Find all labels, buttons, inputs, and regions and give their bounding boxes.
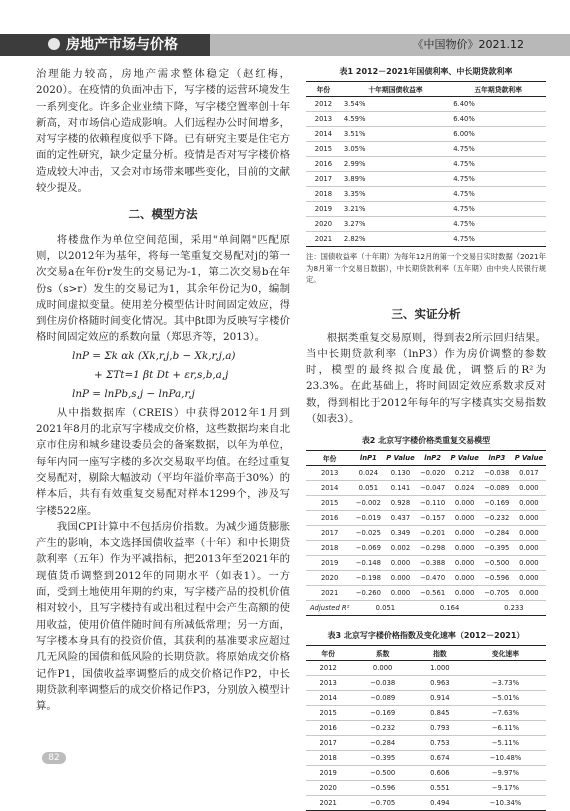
right-column (306, 66, 546, 811)
table-cell: −0.038 (482, 466, 512, 481)
table-cell: −9.17% (465, 781, 546, 796)
table-cell: −7.63% (465, 706, 546, 721)
table-cell: −0.232 (350, 721, 415, 736)
t3-header-cell: 指数 (415, 646, 465, 661)
table-cell: 2018 (306, 187, 341, 202)
table-cell: 0.000 (512, 526, 546, 541)
paragraph-method: 将楼盘作为单位空间范围，采用"单间隔"匹配原则，以2012年为基年，将每一笔重复交易配对j的第一次交易a在年份r发生的交易记为-1，第二次交易b在年份s（s>r）发生的交易记为1，其余年份记为0，编制成时间虚拟变量。使用差分模型估计时间固定效应，得到住房价格随时间变化情况。其中βt即为反映写字楼价格时间固定效应的系数向量（郑思齐等，2013）。 (36, 233, 290, 344)
table-cell: 3.27% (341, 217, 450, 232)
table-cell: −0.561 (418, 586, 448, 601)
table-cell: −0.596 (350, 781, 415, 796)
table-cell: 2015 (306, 706, 350, 721)
table-cell: 3.21% (341, 202, 450, 217)
table-cell: 0.000 (448, 556, 482, 571)
table-cell: 4.75% (450, 157, 546, 172)
table-cell: 2017 (306, 736, 350, 751)
table-row (306, 97, 546, 112)
table-cell: 2018 (306, 751, 350, 766)
table-row (306, 157, 546, 172)
paragraph-cpi: 我国CPI计算中不包括房价指数。为减少通货膨胀产生的影响，本文选择国债收益率（十年）和中长期贷款利率（五年）作为平减指标，把2013年至2021年的现值货币调整到2012年的同期水平（如表1）。一方面，受到土地使用年期的约束，写字楼产品的投机价值相对较小，且写字楼持有或出租过程中会产生高额的使用收益，使用价值伴随时间有所减低常理；另一方面，写字楼本身具有的投资价值，其获利的基准要求应超过几无风险的国债和低风险的长期贷款。将原始成交价格记作P1，国债收益率调整后的成交价格记作P2，中长期贷款利率调整后的成交价格记作P3，分别放入模型计算。 (36, 520, 290, 713)
table-cell: 0.130 (383, 466, 417, 481)
table-cell: 0.000 (512, 496, 546, 511)
table-cell: −10.34% (465, 796, 546, 811)
table-cell: 0.000 (512, 556, 546, 571)
table-cell: 0.494 (415, 796, 465, 811)
table-cell: 6.40% (450, 112, 546, 127)
table-cell: 0.212 (448, 466, 482, 481)
table-cell: 2020 (306, 217, 341, 232)
table-cell: 1.000 (415, 661, 465, 676)
adjusted-r2-value: 0.051 (353, 601, 417, 616)
table-cell: 0.963 (415, 676, 465, 691)
table-cell: −0.169 (482, 496, 512, 511)
table-cell: −3.73% (465, 676, 546, 691)
table-row (306, 676, 546, 691)
table-row (306, 526, 546, 541)
table-cell: 2014 (306, 127, 341, 142)
table-cell: 2014 (306, 691, 350, 706)
table-cell: 4.75% (450, 172, 546, 187)
left-column (36, 66, 290, 714)
table-cell: 2016 (306, 721, 350, 736)
t2-header-cell: lnP2 (418, 451, 448, 466)
journal-issue: 《中国物价》2021.12 (412, 38, 524, 51)
table-row (306, 586, 546, 601)
table-cell: 0.928 (383, 496, 417, 511)
table-cell: −5.11% (465, 736, 546, 751)
t1-header-cell: 五年期贷款利率 (450, 82, 546, 97)
table-cell: 2017 (306, 172, 341, 187)
table-cell: −0.089 (482, 481, 512, 496)
table-cell: −0.069 (353, 541, 383, 556)
table-row (306, 466, 546, 481)
table-cell: −0.395 (350, 751, 415, 766)
table-cell: −0.470 (418, 571, 448, 586)
table-cell: 0.141 (383, 481, 417, 496)
table-row (306, 217, 546, 232)
table-row (306, 172, 546, 187)
table-cell: 0.000 (350, 661, 415, 676)
t2-header-cell: P Value (512, 451, 546, 466)
table-row (306, 112, 546, 127)
table-cell: −6.11% (465, 721, 546, 736)
table-row (306, 511, 546, 526)
table-cell: −0.388 (418, 556, 448, 571)
table-row (306, 796, 546, 811)
table-row (306, 721, 546, 736)
table-cell: 3.51% (341, 127, 450, 142)
t3-header-cell: 变化速率 (465, 646, 546, 661)
table3-header-row (306, 646, 546, 661)
table-cell: −0.596 (482, 571, 512, 586)
paragraph-intro: 治理能力较高，房地产需求整体稳定（赵红梅，2020）。在疫情的负面冲击下，写字楼的运营环境发生一系列变化。许多企业业绩下降，写字楼空置率创十年新高，对市场信心造成影响。人们远程办公时间增多，对写字楼的依赖程度似乎下降。已有研究主要是住宅方面的定性研究，缺少定量分析。疫情是否对写字楼价格造成较大冲击，又会对市场带来哪些变化，目前的文献较少提及。 (36, 68, 290, 195)
table-cell: −0.705 (350, 796, 415, 811)
adjusted-r2-label: Adjusted R² (306, 601, 353, 616)
table-cell: 2016 (306, 157, 341, 172)
table-row (306, 481, 546, 496)
table-cell: 0.002 (383, 541, 417, 556)
table1-caption: 表1 2012－2021年国债利率、中长期贷款利率 (339, 67, 513, 76)
table-cell: −0.038 (350, 676, 415, 691)
table3-caption: 表3 北京写字楼价格指数及变化速率（2012－2021） (327, 631, 525, 641)
table-row (306, 571, 546, 586)
table-cell: 4.59% (341, 112, 450, 127)
section-bullet-icon (48, 38, 60, 50)
table-cell: 0.051 (353, 481, 383, 496)
table-cell: −0.500 (350, 766, 415, 781)
t1-header-cell: 年份 (306, 82, 341, 97)
t2-header-cell: lnP3 (482, 451, 512, 466)
table-cell: −5.01% (465, 691, 546, 706)
table-cell: 2020 (306, 571, 353, 586)
table-cell: −0.089 (350, 691, 415, 706)
paragraph-data: 从中指数据库（CREIS）中获得2012年1月到2021年8月的北京写字楼成交价格，这些数据均来自北京市住房和城乡建设委员会的备案数据，以年为单位，每年内同一座写字楼的多次交易取平均值。在经过重复交易配对，剔除大幅波动（平均年溢价率高于30%）的样本后，共有有效重复交易配对样本1299个，涉及写字楼522座。 (36, 406, 290, 517)
table-row (306, 736, 546, 751)
adjusted-r2-value: 0.164 (418, 601, 482, 616)
table-row (306, 661, 546, 676)
table-row (306, 127, 546, 142)
table-cell: 0.000 (512, 586, 546, 601)
table-cell: −0.260 (353, 586, 383, 601)
table-cell: −10.48% (465, 751, 546, 766)
table-cell: 2013 (306, 466, 353, 481)
table-cell: 6.40% (450, 97, 546, 112)
table-row (306, 541, 546, 556)
table-cell: −0.232 (482, 511, 512, 526)
table1-header-row (306, 82, 546, 97)
table-cell: −0.284 (482, 526, 512, 541)
table-cell: 3.89% (341, 172, 450, 187)
table-cell: 2018 (306, 541, 353, 556)
table2-caption: 表2 北京写字楼价格类重复交易模型 (361, 436, 491, 446)
table-cell: −0.019 (353, 511, 383, 526)
table-cell: 4.75% (450, 187, 546, 202)
table-cell: 0.000 (383, 556, 417, 571)
table-cell: 2016 (306, 511, 353, 526)
table-cell: 0.000 (448, 571, 482, 586)
table-cell: 2017 (306, 526, 353, 541)
table-cell: 0.024 (353, 466, 383, 481)
table-cell: −0.705 (482, 586, 512, 601)
table-row (306, 556, 546, 571)
table-cell: 6.00% (450, 127, 546, 142)
table-cell: 2.99% (341, 157, 450, 172)
table-cell: 2021 (306, 586, 353, 601)
table-cell: −0.298 (418, 541, 448, 556)
table-cell: 2019 (306, 556, 353, 571)
table-cell: 2021 (306, 232, 341, 247)
table-cell: 2021 (306, 796, 350, 811)
table-cell: −0.002 (353, 496, 383, 511)
table-row (306, 706, 546, 721)
table-cell: 0.000 (512, 571, 546, 586)
table-cell: −0.025 (353, 526, 383, 541)
table-row (306, 232, 546, 247)
table-cell: 2020 (306, 781, 350, 796)
table-cell: 2019 (306, 766, 350, 781)
table-cell: 3.54% (341, 97, 450, 112)
table-cell: 0.024 (448, 481, 482, 496)
table-cell: −0.198 (353, 571, 383, 586)
table-cell: −0.110 (418, 496, 448, 511)
table-cell (465, 661, 546, 676)
t3-header-cell: 年份 (306, 646, 350, 661)
table1-note: 注：国债收益率（十年期）为每年12月的第一个交易日实时数据（2021年为8月第一个交易日数据），中长期贷款利率（五年期）由中央人民银行规定。 (306, 252, 546, 284)
table-cell: 0.000 (448, 496, 482, 511)
table-cell: 4.75% (450, 217, 546, 232)
table-cell: 0.000 (512, 481, 546, 496)
t2-header-cell: lnP1 (353, 451, 383, 466)
table-cell: −0.148 (353, 556, 383, 571)
t1-header-cell: 十年期国债收益率 (341, 82, 450, 97)
table-cell: 0.000 (512, 541, 546, 556)
table1 (306, 81, 546, 247)
table-cell: 4.75% (450, 142, 546, 157)
table-cell: 0.000 (383, 571, 417, 586)
table-cell: −0.395 (482, 541, 512, 556)
table-cell: 3.35% (341, 187, 450, 202)
table-cell: 0.793 (415, 721, 465, 736)
table-cell: 0.000 (512, 511, 546, 526)
table-cell: 0.551 (415, 781, 465, 796)
table-cell: 0.000 (448, 541, 482, 556)
table-cell: −0.201 (418, 526, 448, 541)
table-cell: 2013 (306, 112, 341, 127)
table-cell: 0.606 (415, 766, 465, 781)
table-cell: 2.82% (341, 232, 450, 247)
table-cell: −0.169 (350, 706, 415, 721)
section-heading-empirical: 三、实证分析 (391, 306, 461, 321)
section-heading-method: 二、模型方法 (128, 207, 198, 222)
table-cell: 3.05% (341, 142, 450, 157)
table-cell: 0.845 (415, 706, 465, 721)
table-cell: 0.000 (448, 586, 482, 601)
formula-2: + ΣTt=1 βt Dt + εr,s,b,a,j (94, 368, 229, 381)
table-cell: 2019 (306, 202, 341, 217)
table-row (306, 142, 546, 157)
table-cell: 0.000 (448, 511, 482, 526)
table-cell: 2014 (306, 481, 353, 496)
table-row (306, 496, 546, 511)
table-cell: 0.349 (383, 526, 417, 541)
table-cell: −0.284 (350, 736, 415, 751)
page-number: 82 (42, 752, 66, 764)
table-cell: 2015 (306, 496, 353, 511)
table-cell: 0.000 (448, 526, 482, 541)
paragraph-results: 根据类重复交易原则，得到表2所示回归结果。当中长期贷款利率（lnP3）作为房价调整的参数时，模型的最终拟合度最优，调整后的R²为23.3%。在此基础上，将时间固定效应系数求反对数，得到相比于2012年每年的写字楼真实交易指数（如表3）。 (306, 331, 546, 425)
adjusted-r2-row (306, 601, 546, 616)
table-cell: 0.674 (415, 751, 465, 766)
table-cell: 0.753 (415, 736, 465, 751)
table-cell: −0.157 (418, 511, 448, 526)
section-title: 房地产市场与价格 (66, 37, 178, 53)
table-cell: 2012 (306, 97, 341, 112)
adjusted-r2-value: 0.233 (482, 601, 546, 616)
table2 (306, 450, 546, 616)
table-row (306, 691, 546, 706)
t2-header-cell: 年份 (306, 451, 353, 466)
table-row (306, 766, 546, 781)
formula-3: lnP = lnPb,s,j − lnPa,r,j (72, 387, 195, 400)
table-cell: 0.000 (383, 586, 417, 601)
table-cell: 0.437 (383, 511, 417, 526)
table-cell: 4.75% (450, 232, 546, 247)
formula-1: lnP = Σk αk (Xk,r,j,b − Xk,r,j,a) (72, 349, 236, 362)
table-cell: 2012 (306, 661, 350, 676)
table-row (306, 187, 546, 202)
t3-header-cell: 系数 (350, 646, 415, 661)
table-cell: −0.020 (418, 466, 448, 481)
table-row (306, 781, 546, 796)
table-cell: −0.500 (482, 556, 512, 571)
t2-header-cell: P Value (383, 451, 417, 466)
t2-header-cell: P Value (448, 451, 482, 466)
table-row (306, 751, 546, 766)
table3 (306, 645, 546, 811)
table-cell: 0.017 (512, 466, 546, 481)
table-cell: 4.75% (450, 202, 546, 217)
table2-header-row (306, 451, 546, 466)
table-cell: 0.914 (415, 691, 465, 706)
table-cell: −9.97% (465, 766, 546, 781)
table-cell: −0.047 (418, 481, 448, 496)
table-row (306, 202, 546, 217)
table-cell: 2015 (306, 142, 341, 157)
table-cell: 2013 (306, 676, 350, 691)
